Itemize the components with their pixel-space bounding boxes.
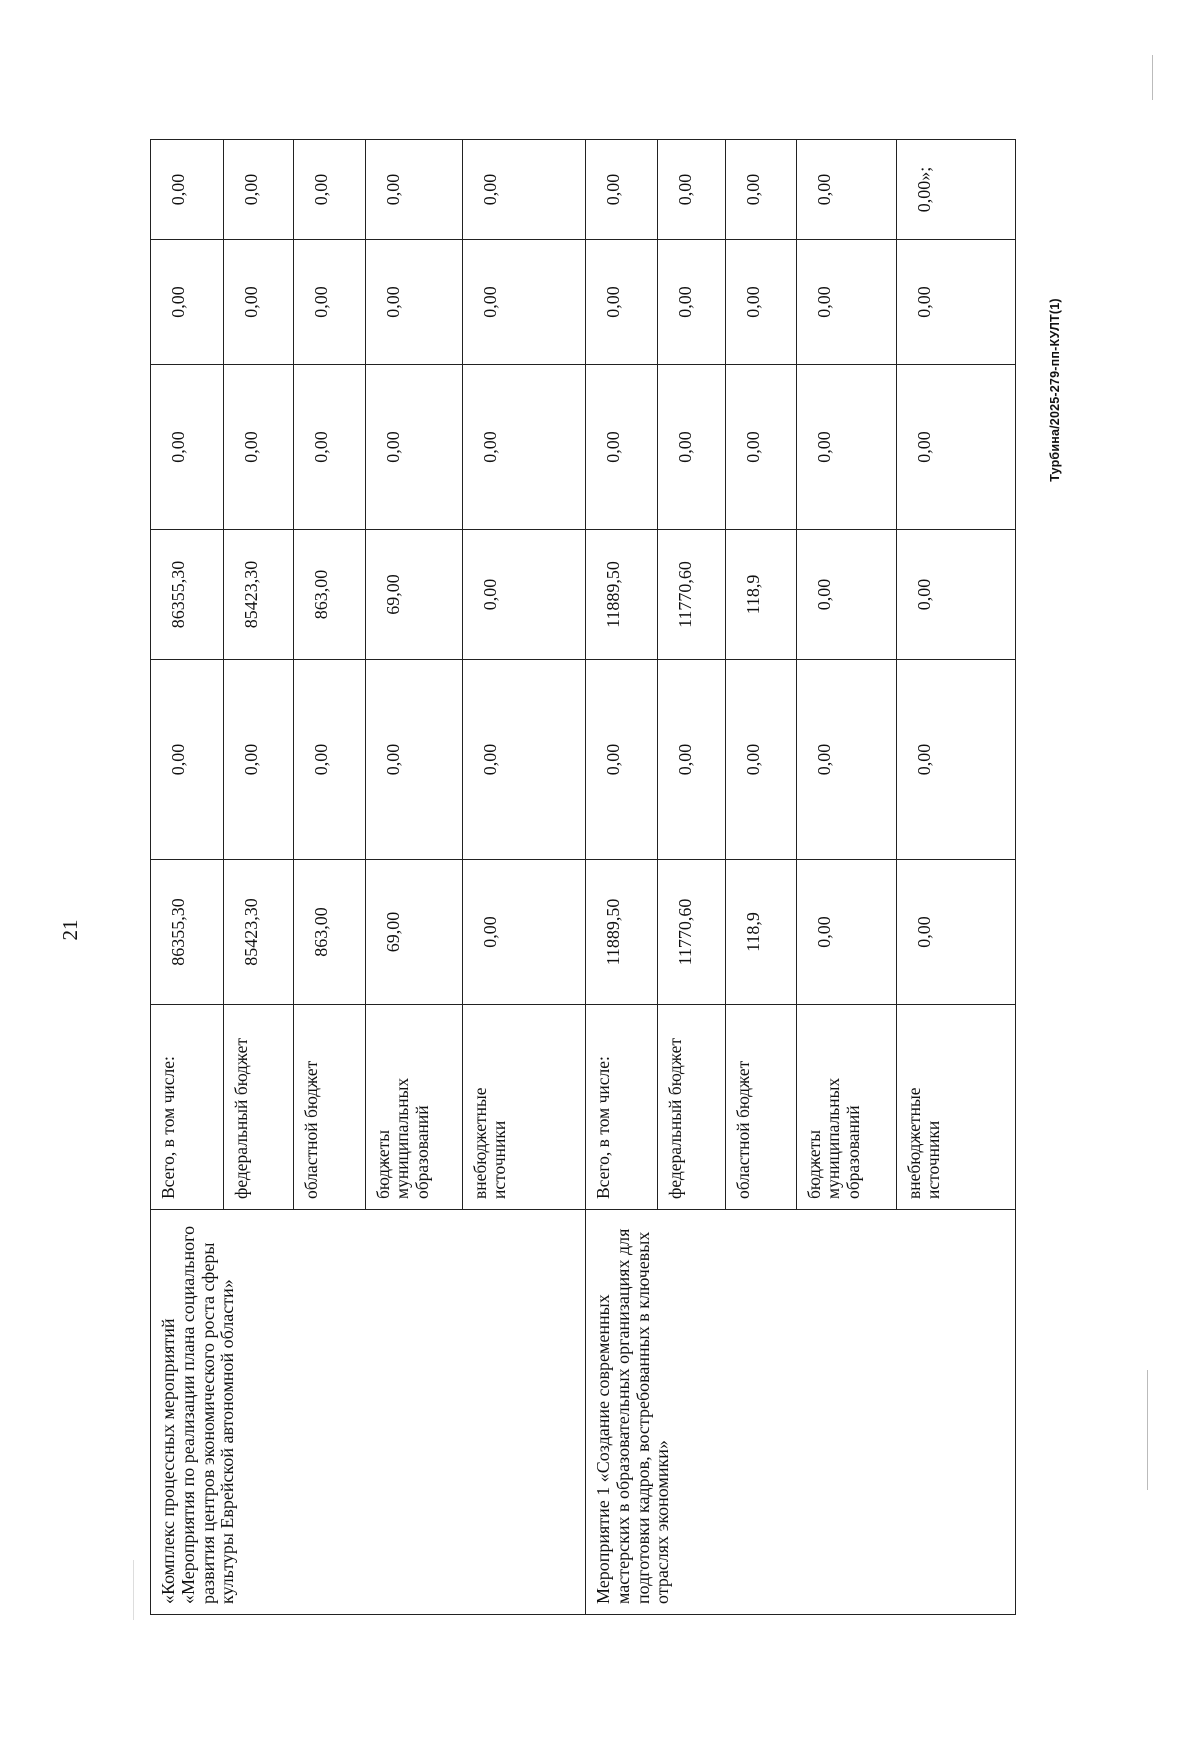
value-cell: 11770,60 [658, 860, 726, 1005]
value-cell: 863,00 [294, 860, 366, 1005]
group-2-name: Мероприятие 1 «Создание современных мастерских в образовательных организациях для подготовки кадров, востребованных в ключевых отраслях экономики» [586, 1210, 1016, 1615]
value-cell: 0,00 [294, 660, 366, 860]
value-cell: 0,00 [151, 240, 224, 365]
value-cell: 0,00 [586, 660, 658, 860]
value-cell: 0,00 [586, 365, 658, 530]
rotated-table-wrapper [150, 140, 1015, 1615]
value-cell: 11889,50 [586, 860, 658, 1005]
value-cell: 0,00 [658, 660, 726, 860]
value-cell: 0,00 [797, 140, 897, 240]
source-cell: бюджеты муниципальных образований [366, 1005, 463, 1210]
scan-mark [1152, 55, 1153, 100]
source-cell: бюджеты муниципальных образований [797, 1005, 897, 1210]
source-cell: внебюджетные источники [463, 1005, 586, 1210]
value-cell: 86355,30 [151, 860, 224, 1005]
source-cell: Всего, в том числе: [586, 1005, 658, 1210]
value-cell: 0,00 [797, 660, 897, 860]
value-cell: 0,00 [224, 365, 294, 530]
value-cell: 0,00 [726, 365, 797, 530]
document-code [1045, 180, 1065, 600]
value-cell: 0,00 [294, 140, 366, 240]
scan-mark [1147, 1370, 1148, 1490]
group-1-name: «Комплекс процессных мероприятий «Мероприятия по реализации плана социального развития центров экономического роста сферы культуры Еврейской автономной области» [151, 1210, 586, 1615]
value-cell: 0,00 [726, 660, 797, 860]
table-row [151, 140, 224, 1615]
value-cell: 0,00 [797, 365, 897, 530]
value-cell: 0,00 [463, 860, 586, 1005]
value-cell: 0,00 [294, 240, 366, 365]
value-cell: 0,00 [151, 365, 224, 530]
value-cell: 0,00 [586, 240, 658, 365]
value-cell: 118,9 [726, 860, 797, 1005]
value-cell: 0,00 [586, 140, 658, 240]
scan-mark [133, 1560, 134, 1620]
funding-table [150, 139, 1016, 1615]
value-cell: 69,00 [366, 860, 463, 1005]
value-cell: 0,00 [463, 660, 586, 860]
value-cell: 0,00 [897, 240, 1016, 365]
value-cell: 0,00 [658, 365, 726, 530]
value-cell: 0,00 [366, 240, 463, 365]
source-cell: федеральный бюджет [224, 1005, 294, 1210]
value-cell: 0,00 [797, 240, 897, 365]
value-cell: 0,00 [151, 140, 224, 240]
source-cell: областной бюджет [726, 1005, 797, 1210]
value-cell: 0,00 [366, 365, 463, 530]
value-cell: 0,00 [224, 660, 294, 860]
source-cell: Всего, в том числе: [151, 1005, 224, 1210]
value-cell: 0,00 [224, 240, 294, 365]
value-cell: 85423,30 [224, 860, 294, 1005]
value-cell: 0,00 [463, 140, 586, 240]
value-cell: 0,00 [366, 140, 463, 240]
value-cell: 0,00 [463, 530, 586, 660]
value-cell: 863,00 [294, 530, 366, 660]
value-cell: 0,00 [294, 365, 366, 530]
value-cell: 69,00 [366, 530, 463, 660]
value-cell: 0,00»; [897, 140, 1016, 240]
value-cell: 0,00 [151, 660, 224, 860]
source-cell: федеральный бюджет [658, 1005, 726, 1210]
value-cell: 0,00 [658, 140, 726, 240]
value-cell: 11770,60 [658, 530, 726, 660]
table-row [586, 140, 658, 1615]
page-number: 21 [57, 919, 82, 941]
source-cell: внебюджетные источники [897, 1005, 1016, 1210]
value-cell: 0,00 [797, 860, 897, 1005]
document-code-text: Турбина/2025-279-пп-КУЛТ(1) [1048, 298, 1062, 482]
value-cell: 85423,30 [224, 530, 294, 660]
value-cell: 0,00 [897, 530, 1016, 660]
value-cell: 0,00 [797, 530, 897, 660]
value-cell: 118,9 [726, 530, 797, 660]
value-cell: 0,00 [658, 240, 726, 365]
source-cell: областной бюджет [294, 1005, 366, 1210]
value-cell: 11889,50 [586, 530, 658, 660]
value-cell: 0,00 [897, 860, 1016, 1005]
value-cell: 0,00 [726, 240, 797, 365]
value-cell: 86355,30 [151, 530, 224, 660]
value-cell: 0,00 [366, 660, 463, 860]
value-cell: 0,00 [897, 365, 1016, 530]
value-cell: 0,00 [463, 240, 586, 365]
value-cell: 0,00 [463, 365, 586, 530]
value-cell: 0,00 [726, 140, 797, 240]
value-cell: 0,00 [224, 140, 294, 240]
value-cell: 0,00 [897, 660, 1016, 860]
funding-table-container [150, 140, 1015, 1615]
